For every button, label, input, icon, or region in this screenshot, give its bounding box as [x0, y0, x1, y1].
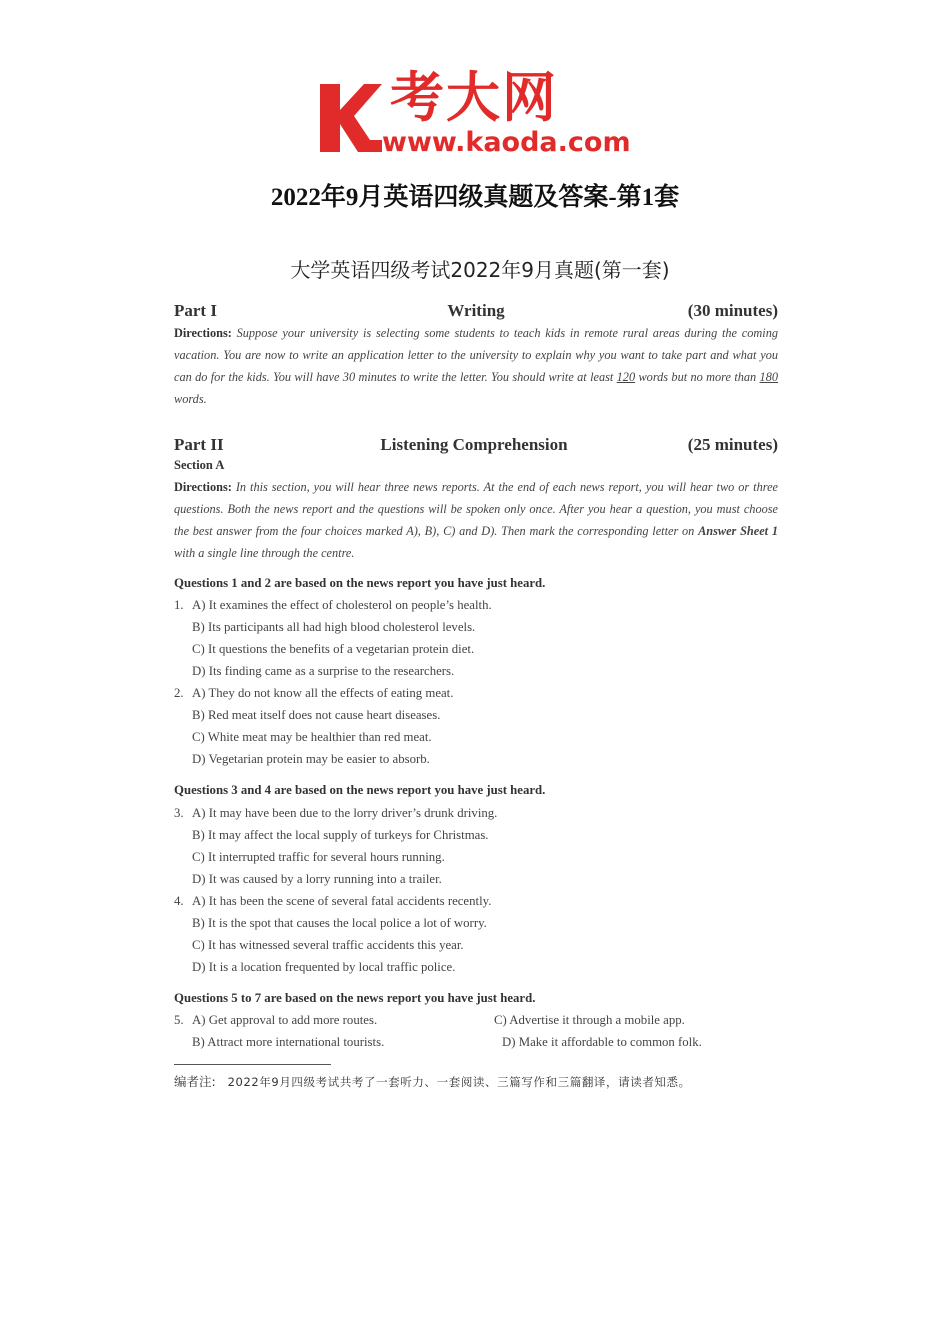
question-number: 1.	[174, 598, 184, 612]
question-number: 3.	[174, 806, 184, 820]
option-b: B) It may affect the local supply of turkeys for Christmas.	[192, 828, 489, 842]
part1-label: Part I	[174, 301, 217, 320]
part2-header	[174, 435, 778, 461]
exam-subtitle: 大学英语四级考试2022年9月真题(第一套)	[290, 258, 670, 282]
part1-min-words: 120	[616, 370, 636, 384]
part2-directions	[174, 476, 778, 564]
part1-directions-text-3: words.	[174, 392, 207, 406]
part2-directions-text: In this section, you will hear three news reports. At the end of each news report, you will hear two or three questions. Both the news report and the questions will be spoken only once. After you hear a question, you must choose the best answer from the four choices marked A), B), C) and D). Then mark the corresponding letter on	[174, 480, 778, 538]
option-c: C) White meat may be healthier than red meat.	[192, 730, 432, 744]
part2-name: Listening Comprehension	[380, 435, 568, 454]
option-b: B) Attract more international tourists.	[192, 1035, 385, 1049]
part1-name: Writing	[447, 301, 505, 320]
part2-time: (25 minutes)	[687, 435, 778, 454]
option-b: B) Red meat itself does not cause heart diseases.	[192, 708, 441, 722]
option-b: B) Its participants all had high blood cholesterol levels.	[192, 620, 476, 634]
option-a: A) Get approval to add more routes.	[192, 1013, 378, 1027]
option-c: C) It has witnessed several traffic accidents this year.	[192, 938, 464, 952]
question-number: 2.	[174, 686, 184, 700]
option-a: A) It has been the scene of several fatal accidents recently.	[192, 894, 492, 908]
footnote-text: 2022年9月四级考试共考了一套听力、一套阅读、三篇写作和三篇翻译，请读者知悉。	[227, 1075, 691, 1089]
footnote-divider	[174, 1064, 331, 1065]
section-a-label: Section A	[174, 458, 225, 472]
option-d: D) It was caused by a lorry running into a trailer.	[192, 872, 442, 886]
option-a: A) They do not know all the effects of eating meat.	[192, 686, 454, 700]
logo-url-text: www.kaoda.com	[382, 127, 631, 158]
option-d: D) It is a location frequented by local traffic police.	[192, 960, 456, 974]
part1-directions	[174, 322, 778, 410]
part1-max-words: 180	[759, 370, 778, 384]
k-logo-icon	[318, 80, 382, 158]
option-d: D) Make it affordable to common folk.	[502, 1035, 702, 1049]
part2-directions-text-2: with a single line through the centre.	[174, 546, 355, 560]
question-number: 5.	[174, 1013, 184, 1027]
page-title: 2022年9月英语四级真题及答案-第1套	[270, 184, 680, 211]
option-a: A) It may have been due to the lorry driver’s drunk driving.	[192, 806, 498, 820]
answer-sheet-label: Answer Sheet 1	[698, 524, 778, 538]
part1-directions-label: Directions:	[174, 326, 232, 340]
part1-time: (30 minutes)	[687, 301, 778, 320]
question-number: 4.	[174, 894, 184, 908]
question-group-heading: Questions 3 and 4 are based on the news report you have just heard.	[174, 783, 546, 797]
option-c: C) It questions the benefits of a vegetarian protein diet.	[192, 642, 475, 656]
part2-directions-label: Directions:	[174, 480, 232, 494]
option-d: D) Vegetarian protein may be easier to absorb.	[192, 752, 430, 766]
footnote-label: 编者注:	[174, 1074, 216, 1089]
option-b: B) It is the spot that causes the local police a lot of worry.	[192, 916, 487, 930]
question-group-heading: Questions 5 to 7 are based on the news report you have just heard.	[174, 991, 536, 1005]
option-d: D) Its finding came as a surprise to the researchers.	[192, 664, 455, 678]
logo-brand-text: 考大网	[390, 66, 558, 129]
option-c: C) It interrupted traffic for several hours running.	[192, 850, 445, 864]
part2-label: Part II	[174, 435, 224, 454]
part1-directions-text-2: words but no more than	[638, 370, 757, 384]
part1-directions-text: Suppose your university is selecting some students to teach kids in remote rural areas during the coming vacation. You are now to write an application letter to the university to explain why you want to take part and what you can do for the kids. You will have 30 minutes to write the letter. You should write at least	[174, 326, 778, 384]
question-group-heading: Questions 1 and 2 are based on the news report you have just heard.	[174, 576, 546, 590]
option-a: A) It examines the effect of cholesterol on people’s health.	[192, 598, 492, 612]
kaoda-logo	[318, 66, 640, 162]
option-c: C) Advertise it through a mobile app.	[494, 1013, 685, 1027]
editor-footnote	[174, 1072, 691, 1090]
